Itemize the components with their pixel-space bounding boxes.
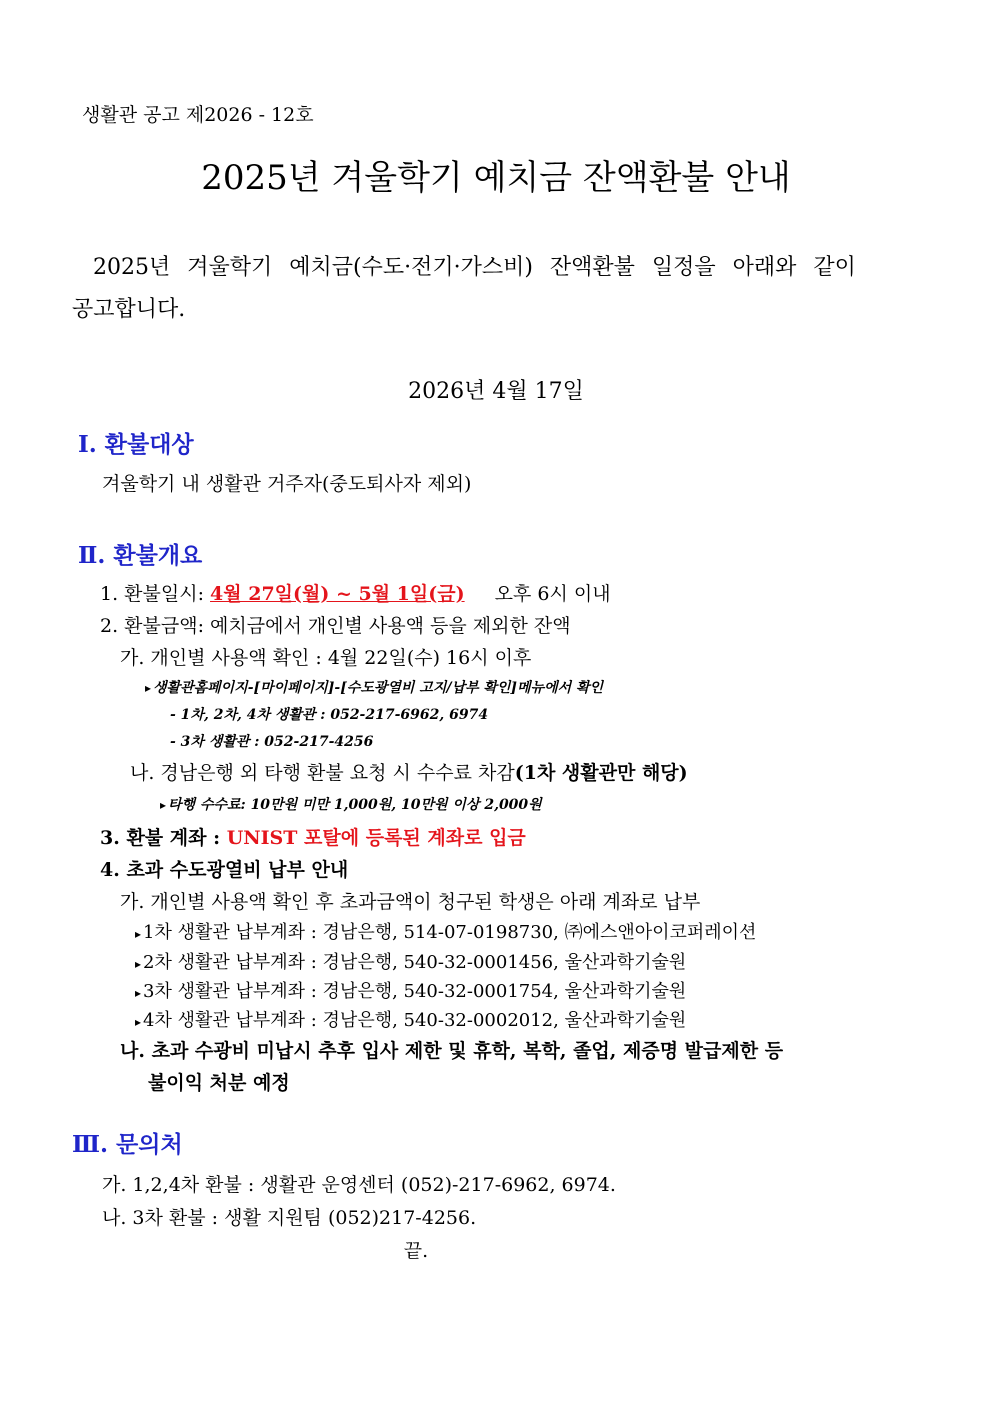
triangle-bullet-icon: ▸: [135, 927, 142, 941]
section-1-content: 겨울학기 내 생활관 거주자(중도퇴사자 제외): [102, 473, 472, 495]
refund-account-value: UNIST 포탈에 등록된 계좌로 입금: [226, 827, 526, 849]
excess-payment-desc: 가. 개인별 사용액 확인 후 초과금액이 청구된 학생은 아래 계좌로 납부: [120, 891, 701, 913]
notice-number: 생활관 공고 제2026 - 12호: [82, 104, 314, 126]
usage-contact-3: - 3차 생활관 : 052-217-4256: [170, 734, 374, 750]
contact-1: 가. 1,2,4차 환불 : 생활관 운영센터 (052)-217-6962, 6974.: [102, 1174, 616, 1196]
fee-line: 나. 경남은행 외 타행 환불 요청 시 수수료 차감(1차 생활관만 해당): [130, 762, 688, 784]
account-2: ▸ 2차 생활관 납부계좌 : 경남은행, 540-32-0001456, 울산과학기술원: [135, 952, 687, 973]
usage-check-line: 가. 개인별 사용액 확인 : 4월 22일(수) 16시 이후: [120, 647, 532, 669]
account-1: ▸ 1차 생활관 납부계좌 : 경남은행, 514-07-0198730, ㈜에스앤아이코퍼레이션: [135, 922, 757, 943]
triangle-bullet-icon: ▸: [135, 957, 142, 971]
triangle-bullet-icon: ▸: [135, 1015, 142, 1029]
refund-date-label: 1. 환불일시:: [100, 583, 211, 605]
penalty-line-2: 불이익 처분 예정: [148, 1072, 290, 1094]
triangle-bullet-icon: ▸: [160, 798, 167, 812]
refund-date-range: 4월 27일(월) ~ 5월 1일(금): [210, 583, 465, 605]
usage-contact-1: - 1차, 2차, 4차 생활관 : 052-217-6962, 6974: [170, 707, 489, 723]
usage-check-bullet: ▸ 생활관홈페이지-[마이페이지]-[수도광열비 고지/납부 확인]메뉴에서 확인: [145, 680, 604, 696]
end-mark: 끝.: [403, 1240, 429, 1262]
contact-2: 나. 3차 환불 : 생활 지원팀 (052)217-4256.: [102, 1207, 477, 1229]
refund-amount-line: 2. 환불금액: 예치금에서 개인별 사용액 등을 제외한 잔액: [100, 615, 571, 637]
excess-payment-heading: 4. 초과 수도광열비 납부 안내: [100, 859, 349, 881]
intro-line-2: 공고합니다.: [72, 297, 186, 322]
triangle-bullet-icon: ▸: [135, 986, 142, 1000]
section-2-heading: Ⅱ. 환불개요: [78, 542, 203, 569]
notice-date: 2026년 4월 17일: [408, 379, 584, 404]
fee-bullet: ▸ 타행 수수료: 10만원 미만 1,000원, 10만원 이상 2,000원: [160, 797, 542, 813]
document-title: 2025년 겨울학기 예치금 잔액환불 안내: [201, 158, 791, 198]
account-4: ▸ 4차 생활관 납부계좌 : 경남은행, 540-32-0002012, 울산과학기술원: [135, 1010, 687, 1031]
refund-account-line: 3. 환불 계좌 : UNIST 포탈에 등록된 계좌로 입금: [100, 827, 526, 849]
account-3: ▸ 3차 생활관 납부계좌 : 경남은행, 540-32-0001754, 울산과학기술원: [135, 981, 687, 1002]
intro-line-1: 2025년 겨울학기 예치금(수도·전기·가스비) 잔액환불 일정을 아래와 같이: [93, 255, 856, 280]
section-1-heading: Ⅰ. 환불대상: [78, 431, 194, 458]
refund-date-time: 오후 6시 이내: [494, 583, 611, 605]
section-3-heading: Ⅲ. 문의처: [72, 1131, 183, 1158]
refund-date-line: [100, 579, 611, 606]
triangle-bullet-icon: ▸: [145, 681, 152, 695]
fee-note: (1차 생활관만 해당): [514, 762, 688, 784]
penalty-line-1: 나. 초과 수광비 미납시 추후 입사 제한 및 휴학, 복학, 졸업, 제증명 발급제한 등: [120, 1040, 784, 1062]
